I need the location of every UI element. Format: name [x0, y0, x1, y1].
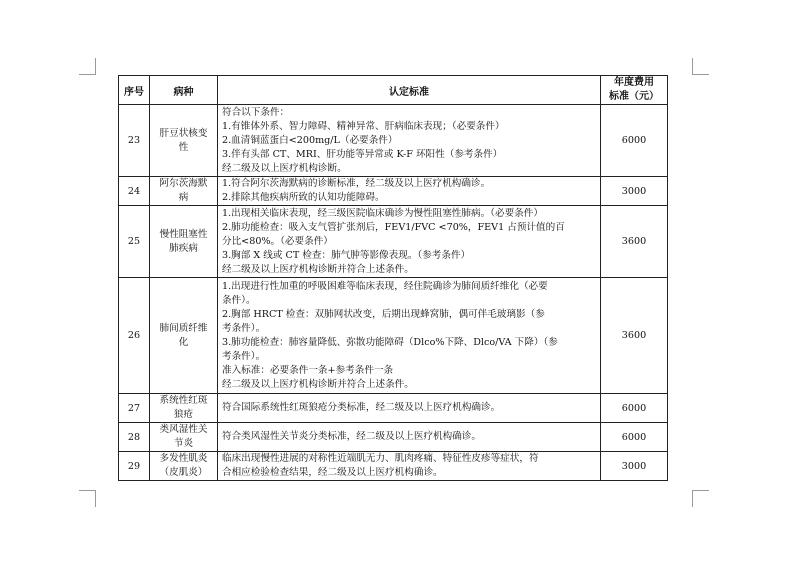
row-number: 26 [119, 278, 150, 394]
criteria-text: 符合以下条件： 1.有锥体外系、智力障碍、精神异常、肝病临床表现；（必要条件） 2.血清铜蓝蛋白<200mg/L（必要条件） 3.伴有头部 CT、MRI、肝功能等异常或 K-F 环阳性（参考条件） 经二级及以上医疗机构诊断。 [218, 105, 601, 177]
table-row [119, 394, 668, 423]
crop-mark-top-left [79, 58, 96, 75]
criteria-text: 1.出现进行性加重的呼吸困难等临床表现，经住院确诊为肺间质纤维化（必要 条件）。 2.胸部 HRCT 检查：双肺网状改变，后期出现蜂窝肺，偶可伴毛玻璃影（参 考条件）。 3.肺功能检查：肺容量降低、弥散功能障碍（Dlco%下降、Dlco/VA 下降）（参 考条件）。 准入标准：必要条件一条+参考条件一条 经二级及以上医疗机构诊断并符合上述条件。 [218, 278, 601, 394]
disease-name: 肺间质纤维 化 [150, 278, 218, 394]
disease-name: 慢性阻塞性 肺疾病 [150, 206, 218, 278]
disease-name: 多发性肌炎 （皮肌炎） [150, 452, 218, 481]
annual-fee: 6000 [601, 105, 668, 177]
table-header-row [119, 76, 668, 105]
disease-name: 肝豆状核变 性 [150, 105, 218, 177]
row-number: 28 [119, 423, 150, 452]
row-number: 24 [119, 177, 150, 206]
criteria-text: 符合国际系统性红斑狼疮分类标准，经二级及以上医疗机构确诊。 [218, 394, 601, 423]
header-no: 序号 [119, 76, 150, 105]
header-disease: 病种 [150, 76, 218, 105]
criteria-text: 1.出现相关临床表现，经三级医院临床确诊为慢性阻塞性肺病。（必要条件） 2.肺功能检查：吸入支气管扩张剂后，FEV1/FVC <70%，FEV1 占预计值的百 分比<80%。（必要条件） 3.胸部 X 线或 CT 检查：肺气肿等影像表现。（参考条件） 经二级及以上医疗机构诊断并符合上述条件。 [218, 206, 601, 278]
annual-fee: 3600 [601, 206, 668, 278]
annual-fee: 3000 [601, 452, 668, 481]
annual-fee: 3600 [601, 278, 668, 394]
criteria-text: 临床出现慢性进展的对称性近端肌无力、肌肉疼痛、特征性皮疹等症状，符 合相应检验检查结果，经二级及以上医疗机构确诊。 [218, 452, 601, 481]
disease-name: 系统性红斑 狼疮 [150, 394, 218, 423]
row-number: 27 [119, 394, 150, 423]
row-number: 25 [119, 206, 150, 278]
crop-mark-bottom-left [79, 490, 96, 507]
criteria-text: 1.符合阿尔茨海默病的诊断标准，经二级及以上医疗机构确诊。 2.排除其他疾病所致的认知功能障碍。 [218, 177, 601, 206]
header-fee: 年度费用 标准（元） [601, 76, 668, 105]
row-number: 23 [119, 105, 150, 177]
table-row [119, 423, 668, 452]
annual-fee: 3000 [601, 177, 668, 206]
table-row [119, 452, 668, 481]
criteria-text: 符合类风湿性关节炎分类标准，经二级及以上医疗机构确诊。 [218, 423, 601, 452]
disease-name: 类风湿性关 节炎 [150, 423, 218, 452]
table-row [119, 278, 668, 394]
annual-fee: 6000 [601, 423, 668, 452]
crop-mark-top-right [692, 58, 709, 75]
header-criteria: 认定标准 [218, 76, 601, 105]
table-row [119, 206, 668, 278]
disease-name: 阿尔茨海默 病 [150, 177, 218, 206]
crop-mark-bottom-right [692, 490, 709, 507]
annual-fee: 6000 [601, 394, 668, 423]
table-row [119, 177, 668, 206]
row-number: 29 [119, 452, 150, 481]
table-row [119, 105, 668, 177]
disease-criteria-table [118, 75, 668, 481]
